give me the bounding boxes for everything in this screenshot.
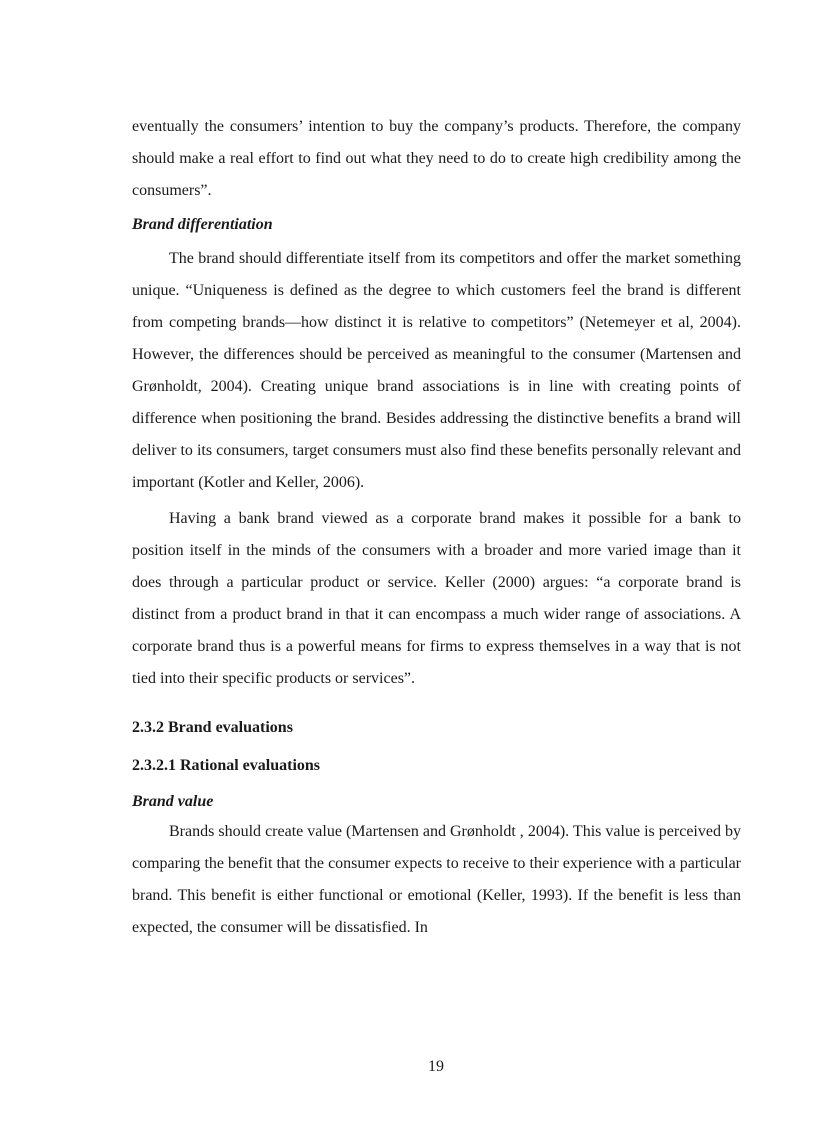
heading-brand-value: Brand value	[132, 793, 214, 810]
subsection-heading-rational-evaluations: 2.3.2.1 Rational evaluations	[132, 757, 321, 774]
page-body	[132, 111, 741, 944]
page-number: 19	[428, 1058, 444, 1075]
paragraph-differentiation-2: Having a bank brand viewed as a corporate brand makes it possible for a bank to position itself in the minds of the consumers with a broader and more varied image than it does through a particular product or service. Keller (2000) argues: “a corporate brand is distinct from a product brand in that it can encompass a much wider range of associations. A corporate brand thus is a powerful means for firms to express themselves in a way that is not tied into their specific products or services”.	[132, 510, 741, 687]
paragraph-intro: eventually the consumers’ intention to buy the company’s products. Therefore, the company should make a real effort to find out what they need to do to create high credibility among the consumers”.	[132, 118, 741, 199]
heading-brand-differentiation: Brand differentiation	[132, 216, 273, 233]
section-heading-brand-evaluations: 2.3.2 Brand evaluations	[132, 719, 293, 736]
paragraph-brand-value: Brands should create value (Martensen and Grønholdt , 2004). This value is perceived by comparing the benefit that the consumer expects to receive to their experience with a particular brand. This benefit is either functional or emotional (Keller, 1993). If the benefit is less than expected, the consumer will be dissatisfied. In	[132, 823, 741, 936]
paragraph-differentiation-1: The brand should differentiate itself from its competitors and offer the market something unique. “Uniqueness is defined as the degree to which customers feel the brand is different from competing brands—how distinct it is relative to competitors” (Netemeyer et al, 2004). However, the differences should be perceived as meaningful to the consumer (Martensen and Grønholdt, 2004). Creating unique brand associations is in line with creating points of difference when positioning the brand. Besides addressing the distinctive benefits a brand will deliver to its consumers, target consumers must also find these benefits personally relevant and important (Kotler and Keller, 2006).	[132, 250, 741, 491]
